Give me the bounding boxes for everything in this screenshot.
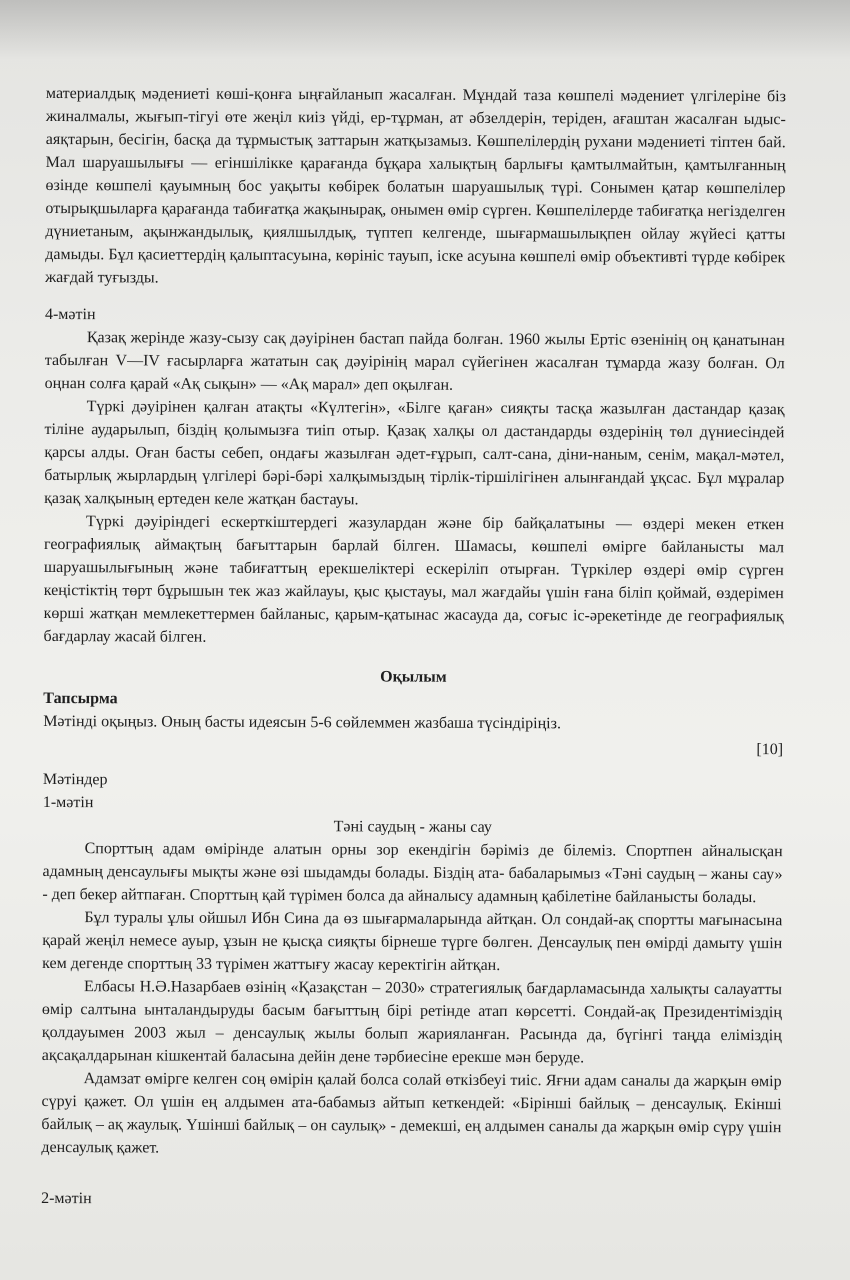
text1-title: Тәні саудың - жаны сау <box>333 818 492 836</box>
text1-paragraph-4: Адамзат өмірге келген соң өмірін қалай болса солай өткізбеуі тиіс. Яғни адам саналы да жарқын өмір сүруі қажет. Ол үшін ең алдымен ата-бабамыз айтып кеткендей: «Бірінші байлық – денсаулық. Екінші байлық – ақ жаулық. Үшінші байлық – он саулық» - демекші, ең алдымен саналы да жарқын өмір сүру үшін денсаулық қажет. <box>41 1070 782 1157</box>
text1-paragraph-1: Спорттың адам өмірінде алатын орны зор екендігін бәріміз де білеміз. Спортпен айналысқан адамның денсаулығы мықты және өзі шыдамды болады. Біздің ата- бабаларымыз «Тәні саудың – жаны сау» - деп бекер айтпаған. Спорттың қай түрімен болса да айналысу адамның қабілетіне байланысты болады. <box>42 840 783 907</box>
text4-label: 4-мәтін <box>44 305 96 324</box>
section-heading: Оқылым <box>380 668 447 686</box>
page-top-shadow <box>0 0 850 60</box>
intro-paragraph: материалдық мәдениеті көші-қонға ыңғайланып жасалған. Мұндай таза көшпелі мәдениет үлгілеріне біз жиналмалы, жығып-тігуі өте жеңіл киіз үйді, ер-тұрман, ат әбзелдерін, теріден, ағаштан жасалған ыдыс-аяқтарын, бесігін, басқа да тұрмыстық заттарын жатқызамыз. Көшпелілердің рухани мәдениеті тіптен бай. Мал шаруашылығы — егіншілікке қарағанда бұқара халықтың барлығы қамтылмайтын, қамтылғанның өзінде көшпелі қауымның бос уақыты көбірек болатын шаруашылық түрі. Сонымен қатар көшпелілер отырықшыларға қарағанда табиғатқа жақынырақ, онымен өмір сүрген. Көшпелілерде табиғатқа негізделген дүниетаным, ақынжандылық, қиялшылдық, түптеп келгенде, шығармашылықпен ойлау жүйесі қатты дамыды. Бұл қасиеттердің қалыптасуына, көрініс тауып, іске асуына көшпелі өмір объективті түрде көбірек жағдай туғызды. <box>45 84 786 287</box>
text1-label: 1-мәтін <box>42 793 94 812</box>
text1-paragraph-3: Елбасы Н.Ә.Назарбаев өзінің «Қазақстан – 2030» стратегиялық бағдарламасында халықты салауатты өмір салтына ынталандыруды басым бағыттың бірі ретінде атап көрсетті. Сондай-ақ Президентіміздің қолдауымен 2003 жыл – денсаулық жылы болып жарияланған. Расында да, бүгінгі таңда еліміздің ақсақалдарынан кішкентай баласына дейін дене тәрбиесіне ерекше мән беруде. <box>41 978 783 1067</box>
document-body <box>41 82 786 1213</box>
text4-paragraph-3: Түркі дәуіріндегі ескерткіштердегі жазулардан және бір байқалатыны — өздері мекен еткен географиялық аймақтың бағыттарын барлай білген. Шамасы, көшпелі өмірге байланысты мал шаруашылығының және табиғаттың ерекшеліктері ескеріліп отырған. Түркілер өздері өмір сүрген кеңістіктің төрт бұрышын тек жаз жайлауы, қыс қыстауы, мал жағдайы үшін ғана біліп қоймай, өздерімен көрші жатқан мемлекеттермен байланыс, қарым-қатынас жасауда да, соғыс іс-әрекетінде де географиялық бағдарлау жасай білген. <box>43 513 785 646</box>
text4-paragraph-2: Түркі дәуірінен қалған атақты «Күлтегін», «Білге қаған» сияқты тасқа жазылған дастандар қазақ тіліне аударылып, біздің қолымызға тиіп отыр. Қазақ халқы ол дастандарды өздерінің төл дүниесіндей қарсы алды. Оған басты себеп, ондағы жазылған әдет-ғұрып, салт-сана, діни-наным, сенім, мақал-мәтел, батырлық жырлардың үлгілері бәрі-бәрі халқымыздың тірлік-тіршілігінен алынғандай ұқсас. Бұл мұралар қазақ халқының ертеден келе жатқан бастауы. <box>44 398 785 509</box>
text4-paragraph-1: Қазақ жерінде жазу-сызу сақ дәуірінен бастап пайда болған. 1960 жылы Ертіс өзенінің оң қанатынан табылған V—IV ғасырларға жататын сақ дәуірінің марал сүйегінен жасалған тұмарда жазу болған. Ол оңнан солға қарай «Ақ сықын» — «Ақ марал» деп оқылған. <box>44 329 785 394</box>
texts-label: Мәтіндер <box>42 770 108 789</box>
text2-label: 2-мәтін <box>41 1189 92 1208</box>
task-label: Тапсырма <box>43 689 118 708</box>
task-text: Мәтінді оқыңыз. Оның басты идеясын 5-6 сөйлеммен жазбаша түсіндіріңіз. <box>43 712 562 733</box>
text1-paragraph-2: Бұл туралы ұлы ойшыл Ибн Сина да өз шығармаларында айтқан. Ол сондай-ақ спортты мағынасына қарай жеңіл немесе ауыр, ұзын не қысқа сияқты бірнеше түрге бөлген. Денсаулық пен өмірді дамыту үшін кем дегенде спорттың 33 түрімен жаттығу жасау керектігін айтқан. <box>42 909 783 974</box>
score-mark: [10] <box>756 741 784 759</box>
